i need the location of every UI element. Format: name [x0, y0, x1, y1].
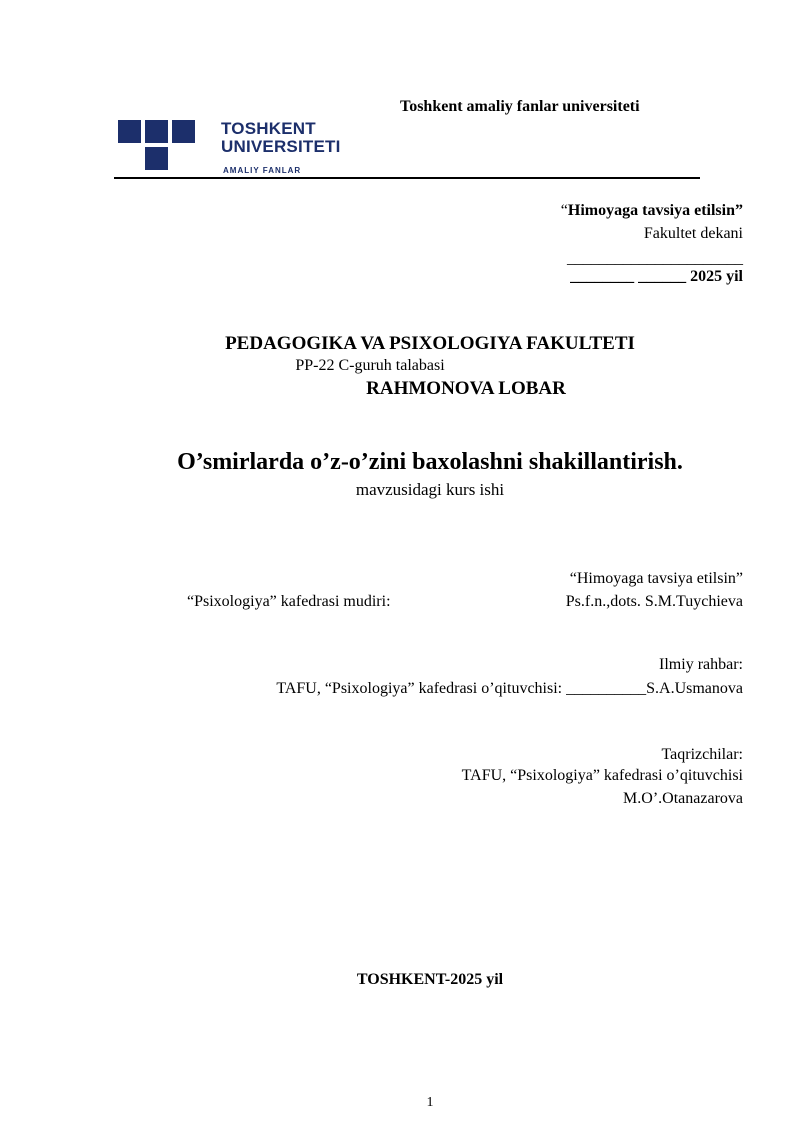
topic-subtitle: mavzusidagi kurs ishi	[355, 480, 505, 499]
logo-text-line2: UNIVERSITETI	[221, 137, 341, 156]
page-number: 1	[426, 1095, 434, 1110]
university-name: Toshkent amaliy fanlar universiteti	[400, 98, 640, 115]
faculty-title: PEDAGOGIKA VA PSIXOLOGIYA FAKULTETI	[225, 333, 635, 354]
city-year: TOSHKENT-2025 yil	[356, 971, 504, 988]
logo-square	[145, 120, 168, 143]
reviewer-name: M.O’.Otanazarova	[623, 790, 743, 807]
recommendation-title	[561, 202, 743, 220]
dean-label: Fakultet dekani	[643, 225, 743, 242]
student-name: RAHMONOVA LOBAR	[366, 378, 566, 399]
logo-square	[172, 120, 195, 143]
logo-text-line3: AMALIY FANLAR	[223, 166, 302, 175]
quote-close: ”	[735, 202, 743, 219]
topic-title: O’smirlarda o’z-o’zini baxolashni shakillantirish.	[177, 449, 683, 475]
supervisor-line: TAFU, “Psixologiya” kafedrasi o’qituvchisi: __________S.A.Usmanova	[276, 680, 743, 697]
department-head-label: “Psixologiya” kafedrasi mudiri:	[187, 593, 391, 610]
reviewer-position: TAFU, “Psixologiya” kafedrasi o’qituvchisi	[461, 767, 743, 784]
recommendation-title-text: Himoyaga tavsiya etilsin	[567, 202, 735, 219]
group-label: PP-22 C-guruh talabasi	[295, 357, 445, 374]
logo-square	[145, 147, 168, 170]
university-logo	[118, 120, 358, 180]
date-line: ________ ______ 2025 yil	[570, 268, 743, 285]
supervisor-label: Ilmiy rahbar:	[659, 656, 743, 673]
logo-text-line1: TOSHKENT	[221, 119, 316, 138]
department-head-name: Ps.f.n.,dots. S.M.Tuychieva	[565, 593, 743, 610]
signature-line: ______________________	[567, 250, 743, 267]
reviewers-label: Taqrizchilar:	[661, 746, 743, 763]
logo-square	[118, 120, 141, 143]
committee-recommendation: “Himoyaga tavsiya etilsin”	[569, 570, 743, 587]
header-divider	[114, 177, 700, 179]
quote-open: “	[560, 202, 568, 219]
